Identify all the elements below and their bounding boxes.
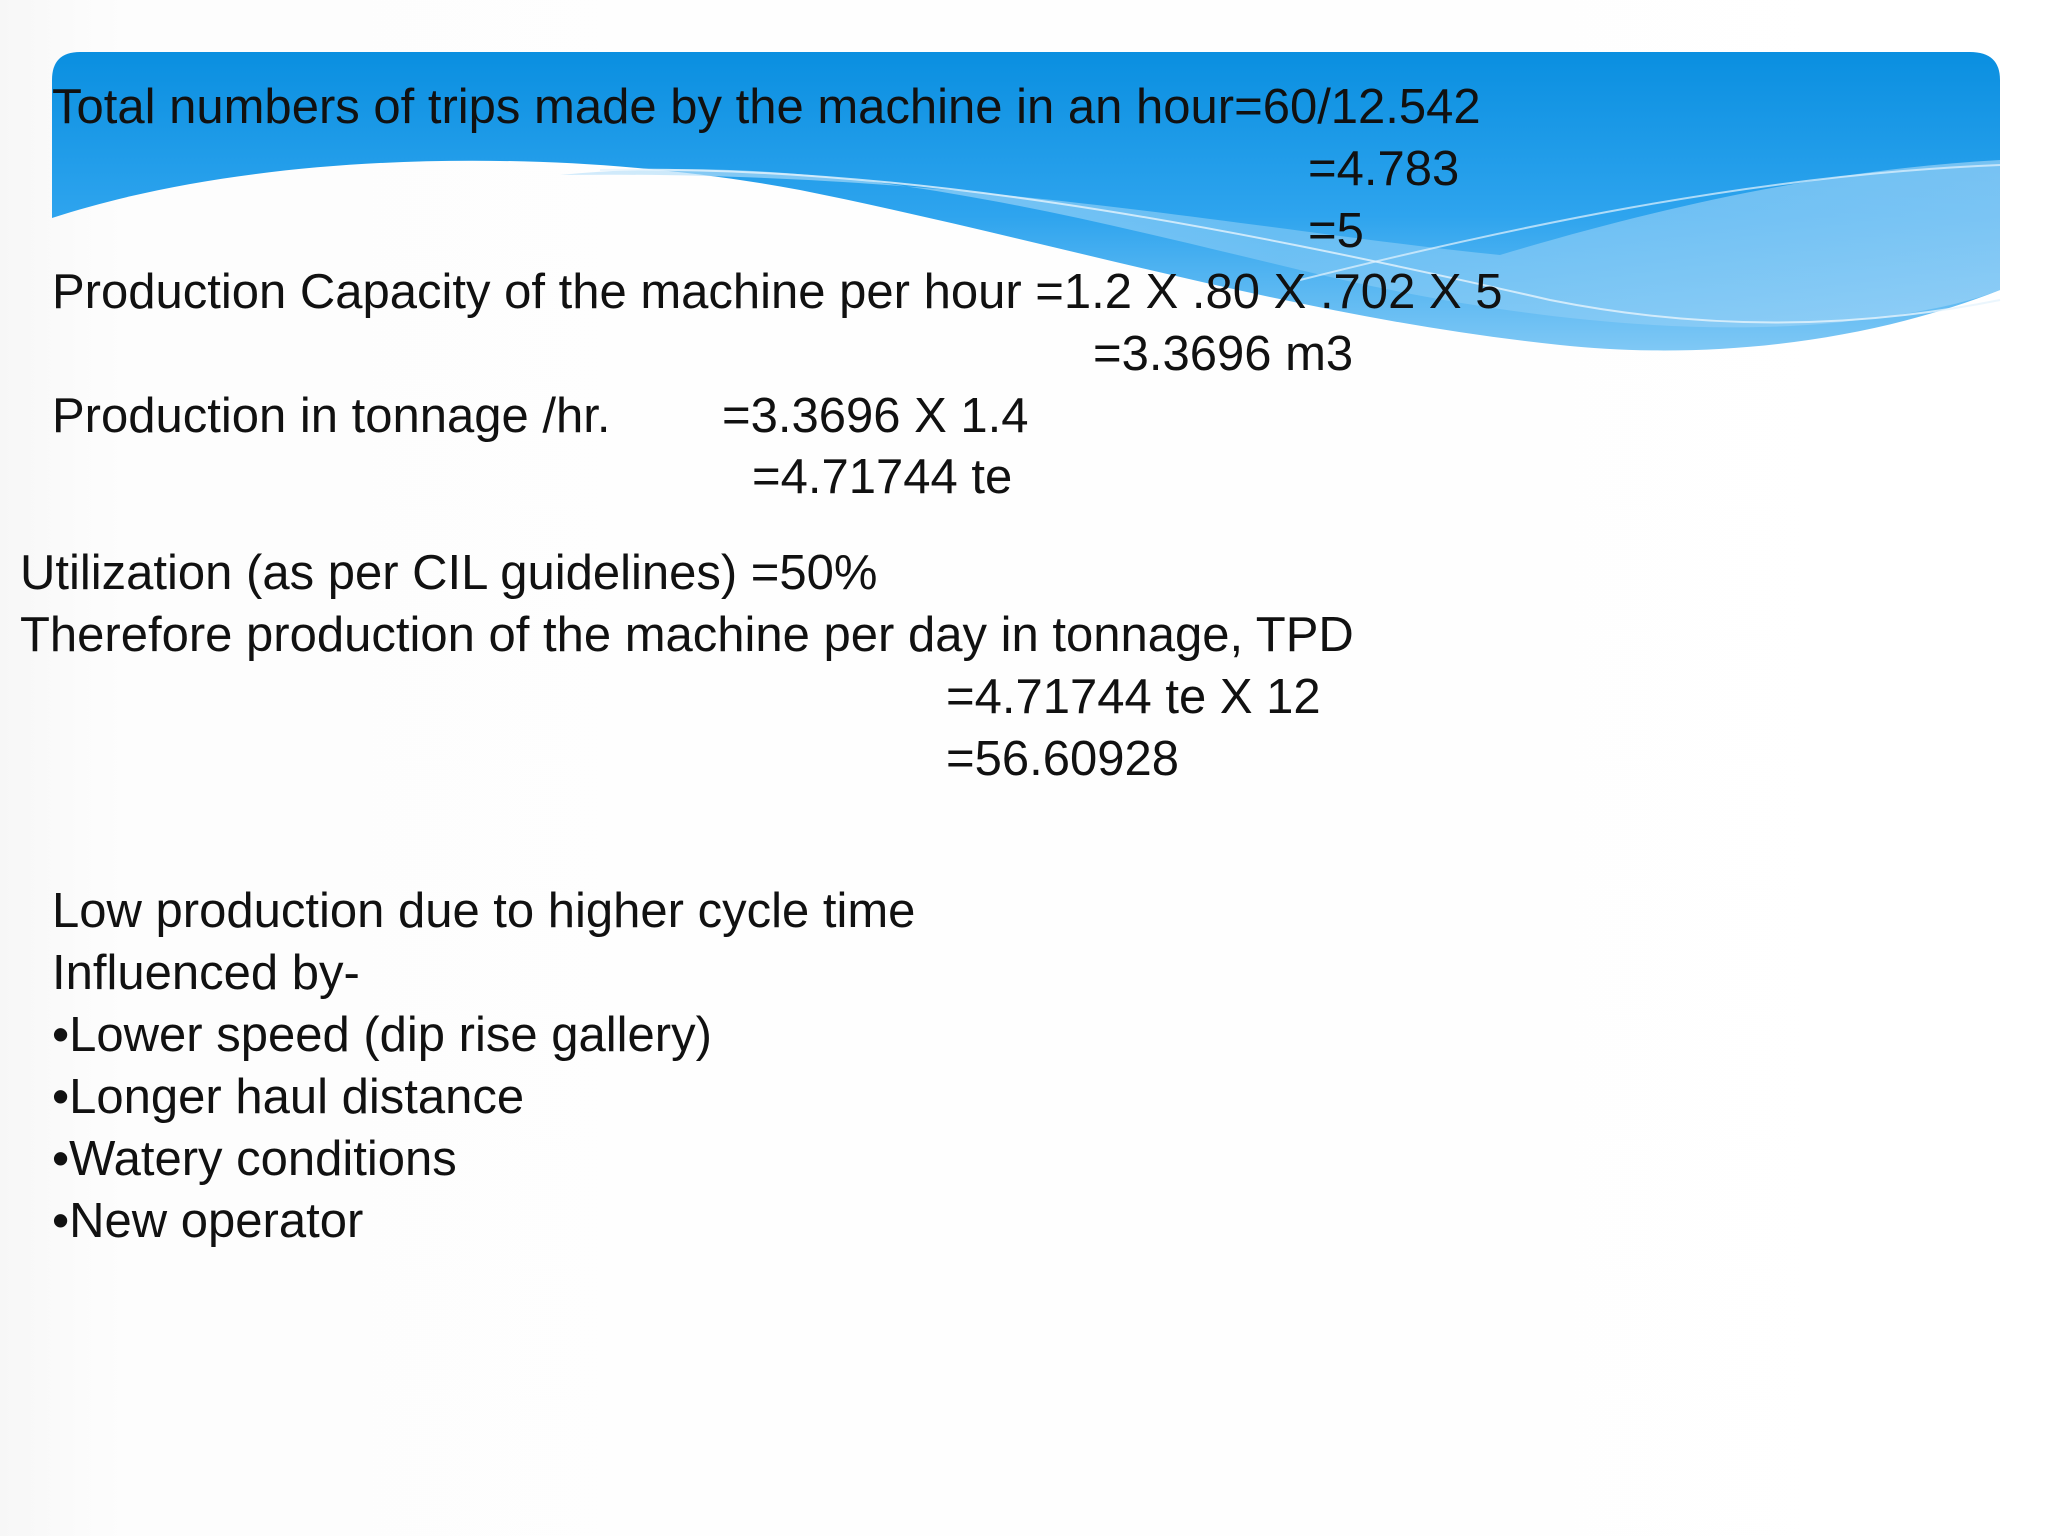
wave-banner <box>0 0 2048 400</box>
tonnage-expression: =3.3696 X 1.4 <box>722 389 1029 443</box>
capacity-line: Production Capacity of the machine per hour =1.2 X .80 X .702 X 5 <box>52 265 1503 319</box>
trips-result-1: =4.783 <box>1308 142 1460 196</box>
bullet-item: •Longer haul distance <box>52 1070 525 1124</box>
bullet-item: •Watery conditions <box>52 1132 457 1186</box>
utilization-line: Utilization (as per CIL guidelines) =50% <box>20 546 878 600</box>
tpd-expression: =4.71744 te X 12 <box>946 670 1321 724</box>
notes-heading: Low production due to higher cycle time <box>52 884 916 938</box>
trips-result-2: =5 <box>1308 204 1364 258</box>
bullet-item: •New operator <box>52 1194 364 1248</box>
tonnage-label: Production in tonnage /hr. <box>52 389 611 443</box>
capacity-result: =3.3696 m3 <box>1093 327 1354 381</box>
bullet-item: •Lower speed (dip rise gallery) <box>52 1008 712 1062</box>
tpd-line: Therefore production of the machine per day in tonnage, TPD <box>20 608 1354 662</box>
tonnage-result: =4.71744 te <box>752 450 1013 504</box>
tpd-result: =56.60928 <box>946 732 1179 786</box>
notes-subheading: Influenced by- <box>52 946 360 1000</box>
trips-line: Total numbers of trips made by the machine in an hour=60/12.542 <box>52 80 1481 134</box>
